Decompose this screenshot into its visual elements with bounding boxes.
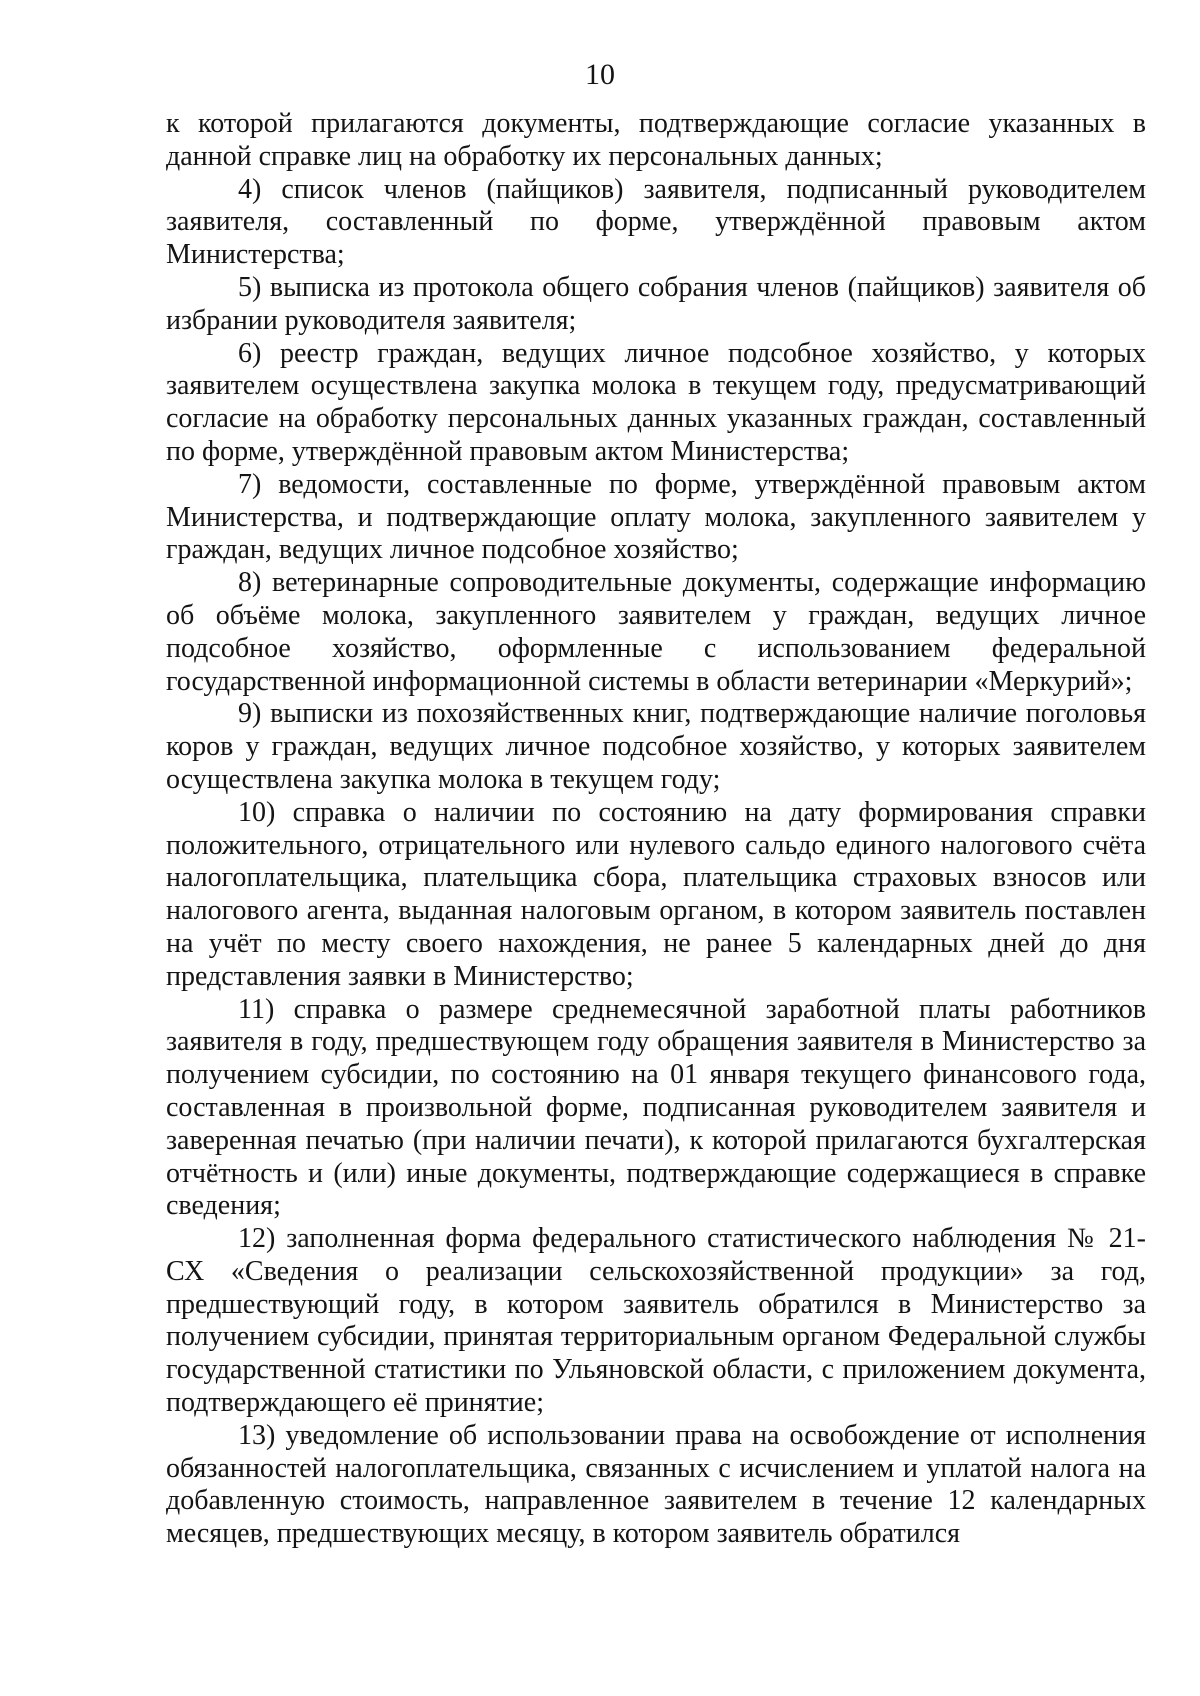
list-item-12: 12) заполненная форма федерального статистического наблюдения № 21-СХ «Сведения о реализации сельскохозяйственной продукции» за год, предшествующий году, в котором заявитель обратился в Министерство за получением субсидии, принятая территориальным органом Федеральной службы государственной статистики по Ульяновской области, с приложением документа, подтверждающего её принятие; [166,1223,1146,1419]
list-item-8: 8) ветеринарные сопроводительные документы, содержащие информацию об объёме молока, закупленного заявителем у граждан, ведущих личное подсобное хозяйство, оформленные с использованием федеральной государственной информационной системы в области ветеринарии «Меркурий»; [166,567,1146,697]
paragraph-continuation: к которой прилагаются документы, подтверждающие согласие указанных в данной справке лиц на обработку их персональных данных; [166,108,1146,172]
list-item-5: 5) выписка из протокола общего собрания членов (пайщиков) заявителя об избрании руководителя заявителя; [166,271,1146,336]
list-item-9: 9) выписки из похозяйственных книг, подтверждающие наличие поголовья коров у граждан, ведущих личное подсобное хозяйство, у которых заявителем осуществлена закупка молока в текущем году; [166,698,1146,795]
document-body [166,108,1146,1551]
list-item-7: 7) ведомости, составленные по форме, утверждённой правовым актом Министерства, и подтверждающие оплату молока, закупленного заявителем у граждан, ведущих личное подсобное хозяйство; [166,468,1146,566]
list-item-13: 13) уведомление об использовании права на освобождение от исполнения обязанностей налогоплательщика, связанных с исчислением и уплатой налога на добавленную стоимость, направленное заявителем в течение 12 календарных месяцев, предшествующих месяцу, в котором заявитель обратился [166,1419,1146,1550]
page-number: 10 [585,58,615,91]
list-item-10: 10) справка о наличии по состоянию на дату формирования справки положительного, отрицательного или нулевого сальдо единого налогового счёта налогоплательщика, плательщика сбора, плательщика страховых взносов или налогового агента, выданная налоговым органом, в котором заявитель поставлен на учёт по месту своего нахождения, не ранее 5 календарных дней до дня представления заявки в Министерство; [166,796,1146,992]
list-item-6: 6) реестр граждан, ведущих личное подсобное хозяйство, у которых заявителем осуществлена закупка молока в текущем году, предусматривающий согласие на обработку персональных данных указанных граждан, составленный по форме, утверждённой правовым актом Министерства; [166,337,1146,467]
list-item-4: 4) список членов (пайщиков) заявителя, подписанный руководителем заявителя, составленный по форме, утверждённой правовым актом Министерства; [166,173,1146,271]
list-item-11: 11) справка о размере среднемесячной заработной платы работников заявителя в году, предшествующем году обращения заявителя в Министерство за получением субсидии, по состоянию на 01 января текущего финансового года, составленная в произвольной форме, подписанная руководителем заявителя и заверенная печатью (при наличии печати), к которой прилагаются бухгалтерская отчётность и (или) иные документы, подтверждающие содержащиеся в справке сведения; [166,993,1146,1222]
